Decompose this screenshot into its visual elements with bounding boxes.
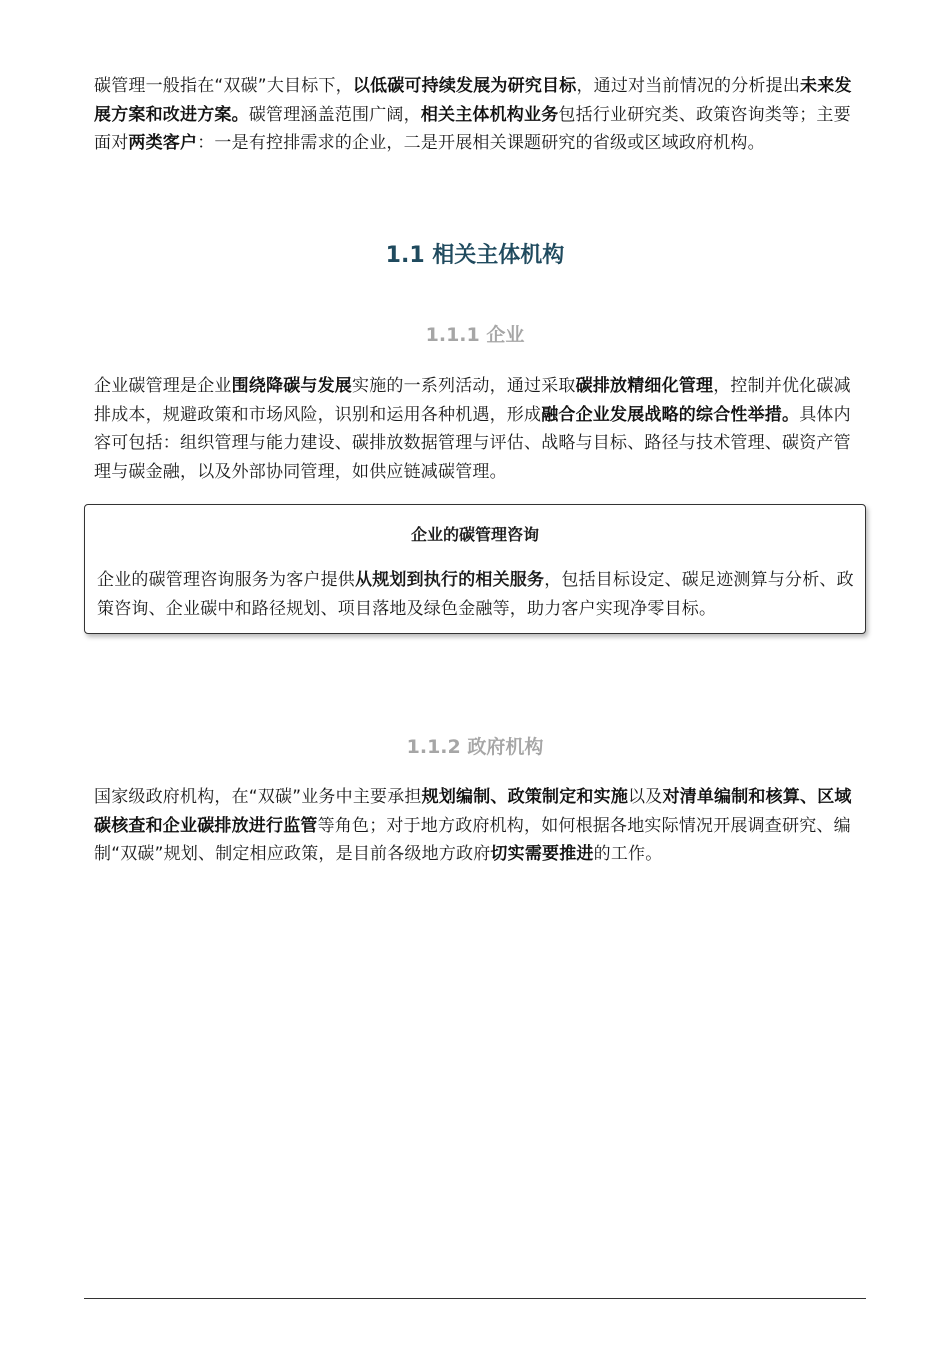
section-1-1-heading: 1.1 相关主体机构 [385, 243, 565, 268]
government-bold-3: 切实需要推进 [490, 844, 594, 864]
callout-bold-1: 从规划到执行的相关服务 [355, 570, 545, 590]
callout-box [84, 504, 866, 634]
intro-bold-2: 未来发展方案和改进方案。 [94, 76, 852, 125]
intro-text-3: 碳管理涵盖范围广阔， [248, 104, 421, 125]
intro-bold-4: 两类客户 [128, 133, 198, 153]
intro-bold-1: 以低碳可持续发展为研究目标 [352, 76, 577, 96]
enterprise-text-3: ，控制并优化碳减排成本，规避政策和市场风险，识别和运用各种机遇，形成 [94, 376, 851, 425]
government-text-4: 的工作。 [593, 844, 663, 864]
callout-text-2: ，包括目标设定、碳足迹测算与分析、政策咨询、企业碳中和路径规划、项目落地及绿色金融等，助力客户实现净零目标。 [97, 570, 854, 619]
enterprise-bold-2: 碳排放精细化管理 [575, 376, 714, 396]
intro-text-1: 碳管理一般指在“双碳”大目标下， [94, 76, 353, 96]
enterprise-bold-1: 围绕降碳与发展 [231, 376, 353, 396]
intro-bold-3: 相关主体机构业务 [420, 104, 559, 125]
government-bold-2: 对清单编制和核算、区域碳核查和企业碳排放进行监管 [94, 787, 852, 836]
enterprise-paragraph [94, 372, 864, 486]
enterprise-text-2: 实施的一系列活动，通过采取 [352, 376, 576, 396]
callout-title: 企业的碳管理咨询 [410, 525, 539, 544]
enterprise-text-1: 企业碳管理是企业 [94, 376, 232, 396]
enterprise-bold-3: 融合企业发展战略的综合性举措。 [541, 404, 800, 425]
section-1-1-1-heading: 1.1.1 企业 [425, 324, 525, 346]
government-bold-1: 规划编制、政策制定和实施 [421, 787, 629, 807]
government-text-1: 国家级政府机构，在“双碳”业务中主要承担 [94, 787, 422, 807]
footer-divider [84, 1298, 866, 1299]
callout-text-1: 企业的碳管理咨询服务为客户提供 [97, 570, 355, 590]
intro-paragraph [94, 72, 864, 158]
section-1-1-2-heading: 1.1.2 政府机构 [406, 736, 544, 758]
intro-text-2: ，通过对当前情况的分析提出 [576, 76, 801, 96]
government-paragraph [94, 783, 864, 869]
intro-text-4: 包括行业研究类、政策咨询类等；主要面对 [94, 104, 851, 153]
government-text-2: 以及 [628, 787, 663, 807]
government-text-3: 等角色；对于地方政府机构，如何根据各地实际情况开展调查研究、编制“双碳”规划、制定相应政策，是目前各级地方政府 [94, 815, 851, 864]
enterprise-text-4: 具体内容可包括：组织管理与能力建设、碳排放数据管理与评估、战略与目标、路径与技术管理、碳资产管理与碳金融，以及外部协同管理，如供应链减碳管理。 [94, 404, 851, 482]
intro-text-5: ：一是有控排需求的企业，二是开展相关课题研究的省级或区域政府机构。 [197, 133, 765, 153]
callout-body [97, 566, 857, 624]
